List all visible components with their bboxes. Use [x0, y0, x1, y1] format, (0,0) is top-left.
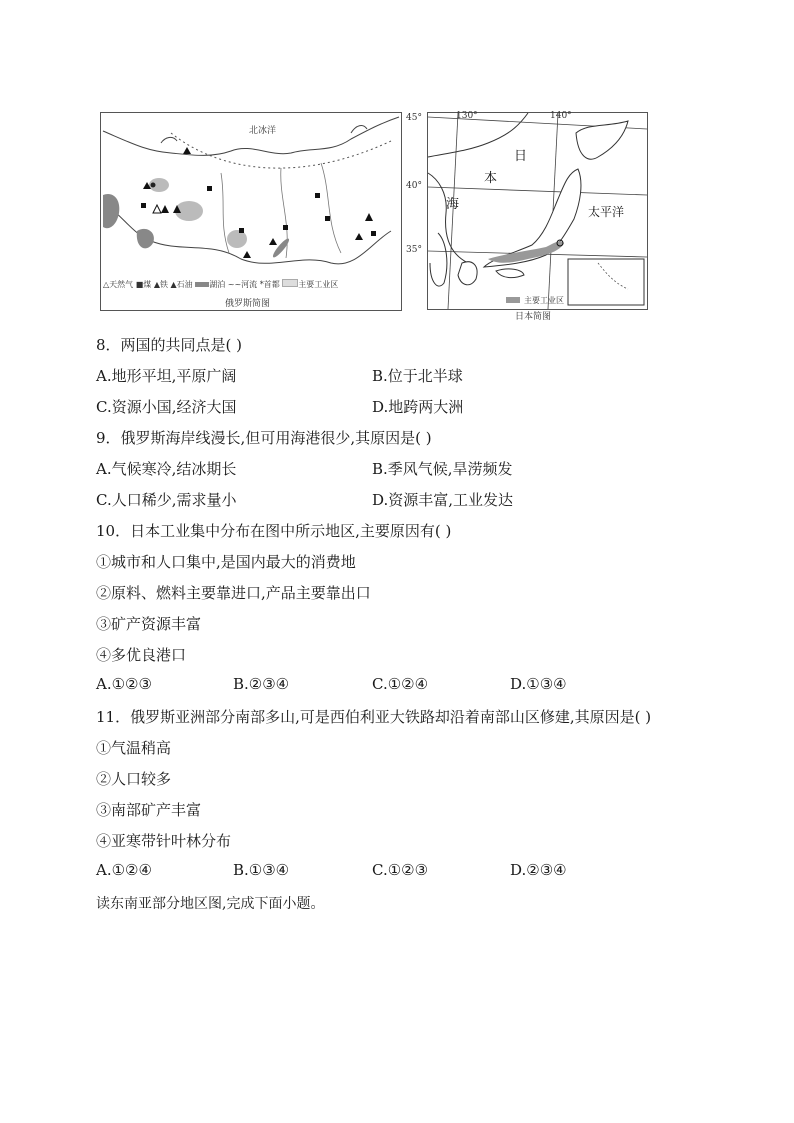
q8-option-b[interactable]: B.位于北半球: [372, 367, 463, 385]
q10-option-c[interactable]: C.①②④: [372, 675, 429, 693]
question-9-stem: 9．俄罗斯海岸线漫长,但可用海港很少,其原因是( ): [96, 429, 432, 447]
japan-map: [406, 111, 648, 310]
question-10-stem: 10．日本工业集中分布在图中所示地区,主要原因有( ): [96, 522, 452, 540]
q11-item-1: ①气温稍高: [96, 739, 172, 757]
japan-map-caption: 日本简图: [515, 312, 552, 322]
q10-option-d[interactable]: D.①③④: [510, 675, 567, 693]
q10-item-4: ④多优良港口: [96, 646, 187, 664]
q11-item-3: ③南部矿产丰富: [96, 801, 202, 819]
label-pacific: 太平洋: [588, 205, 625, 219]
q10-option-b[interactable]: B.②③④: [233, 675, 290, 693]
q11-item-2: ②人口较多: [96, 770, 172, 788]
question-8-stem: 8．两国的共同点是( ): [96, 336, 243, 354]
q9-option-b[interactable]: B.季风气候,旱涝频发: [372, 460, 513, 478]
lon-140-label: 140°: [550, 111, 572, 121]
capital-icon: *: [259, 280, 264, 289]
lat-45-label: 45°: [406, 113, 422, 123]
industry-icon: [282, 279, 298, 287]
q10-item-1: ①城市和人口集中,是国内最大的消费地: [96, 553, 356, 571]
iron-icon: ▲: [153, 280, 160, 289]
gas-icon: △: [103, 280, 110, 289]
q10-option-a[interactable]: A.①②③: [96, 675, 152, 693]
lat-35-label: 35°: [406, 245, 422, 255]
arctic-ocean-label: 北冰洋: [249, 126, 277, 136]
q11-option-d[interactable]: D.②③④: [510, 861, 567, 879]
russia-map-caption: 俄罗斯简图: [225, 299, 271, 309]
q8-option-d[interactable]: D.地跨两大洲: [372, 398, 464, 416]
label-ri: 日: [514, 149, 528, 164]
q8-option-c[interactable]: C.资源小国,经济大国: [96, 398, 237, 416]
label-ben: 本: [484, 171, 498, 186]
japan-legend-industry: 主要工业区: [524, 296, 564, 305]
q11-option-b[interactable]: B.①③④: [233, 861, 290, 879]
coal-icon: ■: [135, 280, 144, 289]
q8-option-a[interactable]: A.地形平坦,平原广阔: [96, 367, 237, 385]
label-sea-of-japan: 海: [446, 197, 460, 212]
q10-item-2: ②原料、燃料主要靠进口,产品主要靠出口: [96, 584, 371, 602]
q11-option-c[interactable]: C.①②③: [372, 861, 429, 879]
q11-option-a[interactable]: A.①②④: [96, 861, 152, 879]
river-icon: ~~: [227, 280, 242, 289]
next-section-intro: 读东南亚部分地区图,完成下面小题。: [96, 896, 325, 912]
q11-item-4: ④亚寒带针叶林分布: [96, 832, 232, 850]
q9-option-d[interactable]: D.资源丰富,工业发达: [372, 491, 514, 509]
question-11-stem: 11．俄罗斯亚洲部分南部多山,可是西伯利亚大铁路却沿着南部山区修建,其原因是( ): [96, 708, 652, 726]
oil-icon: ▲: [170, 280, 177, 289]
russia-legend: △天然气 ■煤 ▲铁 ▲石油 湖泊 ~~河流 *首都 主要工业区: [103, 280, 339, 289]
russia-map: [100, 112, 402, 311]
q9-option-a[interactable]: A.气候寒冷,结冰期长: [96, 460, 237, 478]
lat-40-label: 40°: [406, 181, 422, 191]
q9-option-c[interactable]: C.人口稀少,需求量小: [96, 491, 237, 509]
lon-130-label: 130°: [456, 111, 478, 121]
lake-icon: [195, 282, 209, 287]
q10-item-3: ③矿产资源丰富: [96, 615, 202, 633]
